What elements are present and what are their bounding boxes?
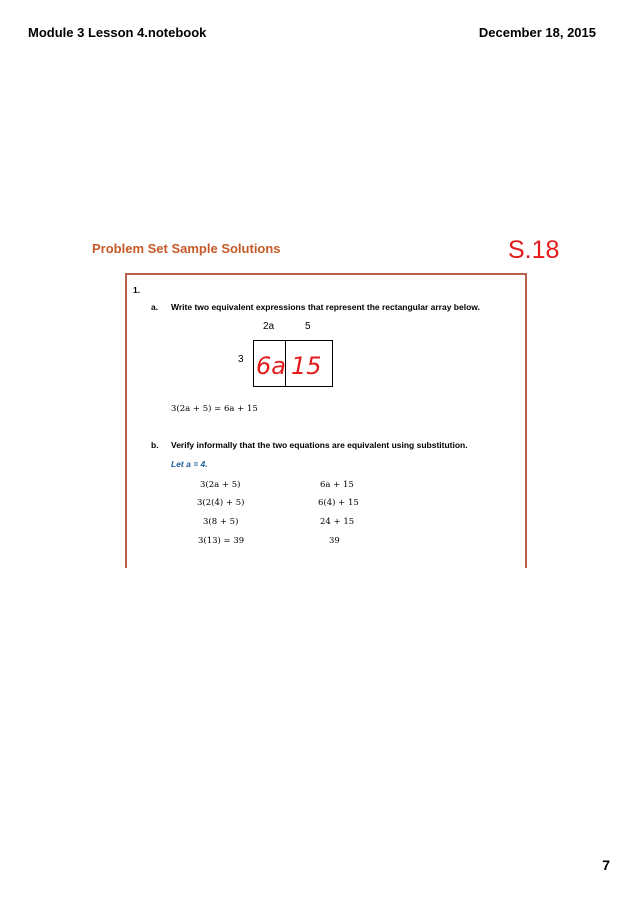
part-b-label: b. bbox=[151, 440, 159, 450]
left-step-4: 3(13) = 39 bbox=[198, 536, 245, 546]
problem-number: 1. bbox=[133, 285, 141, 295]
right-step-4: 39 bbox=[329, 536, 340, 546]
right-step-2: 6(4) + 15 bbox=[318, 498, 359, 508]
substitution-value: Let a = 4. bbox=[171, 459, 208, 469]
section-title: Problem Set Sample Solutions bbox=[92, 241, 281, 256]
part-a-label: a. bbox=[151, 302, 159, 312]
right-step-1: 6a + 15 bbox=[320, 480, 354, 490]
left-step-3: 3(8 + 5) bbox=[203, 517, 239, 527]
array-col-label-2: 5 bbox=[305, 321, 311, 332]
handwritten-answer-1: 6a bbox=[256, 352, 286, 380]
header-date: December 18, 2015 bbox=[478, 25, 596, 40]
part-b-prompt: Verify informally that the two equations are equivalent using substitution. bbox=[171, 440, 468, 450]
left-step-2: 3(2(4) + 5) bbox=[197, 498, 245, 508]
left-step-1: 3(2a + 5) bbox=[200, 480, 241, 490]
header-title: Module 3 Lesson 4.notebook bbox=[28, 25, 207, 40]
right-step-3: 24 + 15 bbox=[320, 517, 355, 527]
array-col-label-1: 2a bbox=[263, 321, 275, 332]
part-a-prompt: Write two equivalent expressions that represent the rectangular array below. bbox=[171, 302, 480, 312]
slide-label: S.18 bbox=[508, 236, 560, 264]
part-a-answer: 3(2a + 5) = 6a + 15 bbox=[171, 404, 258, 414]
array-row-label: 3 bbox=[238, 354, 244, 365]
page-number: 7 bbox=[602, 857, 610, 873]
handwritten-answer-2: 15 bbox=[291, 352, 322, 380]
